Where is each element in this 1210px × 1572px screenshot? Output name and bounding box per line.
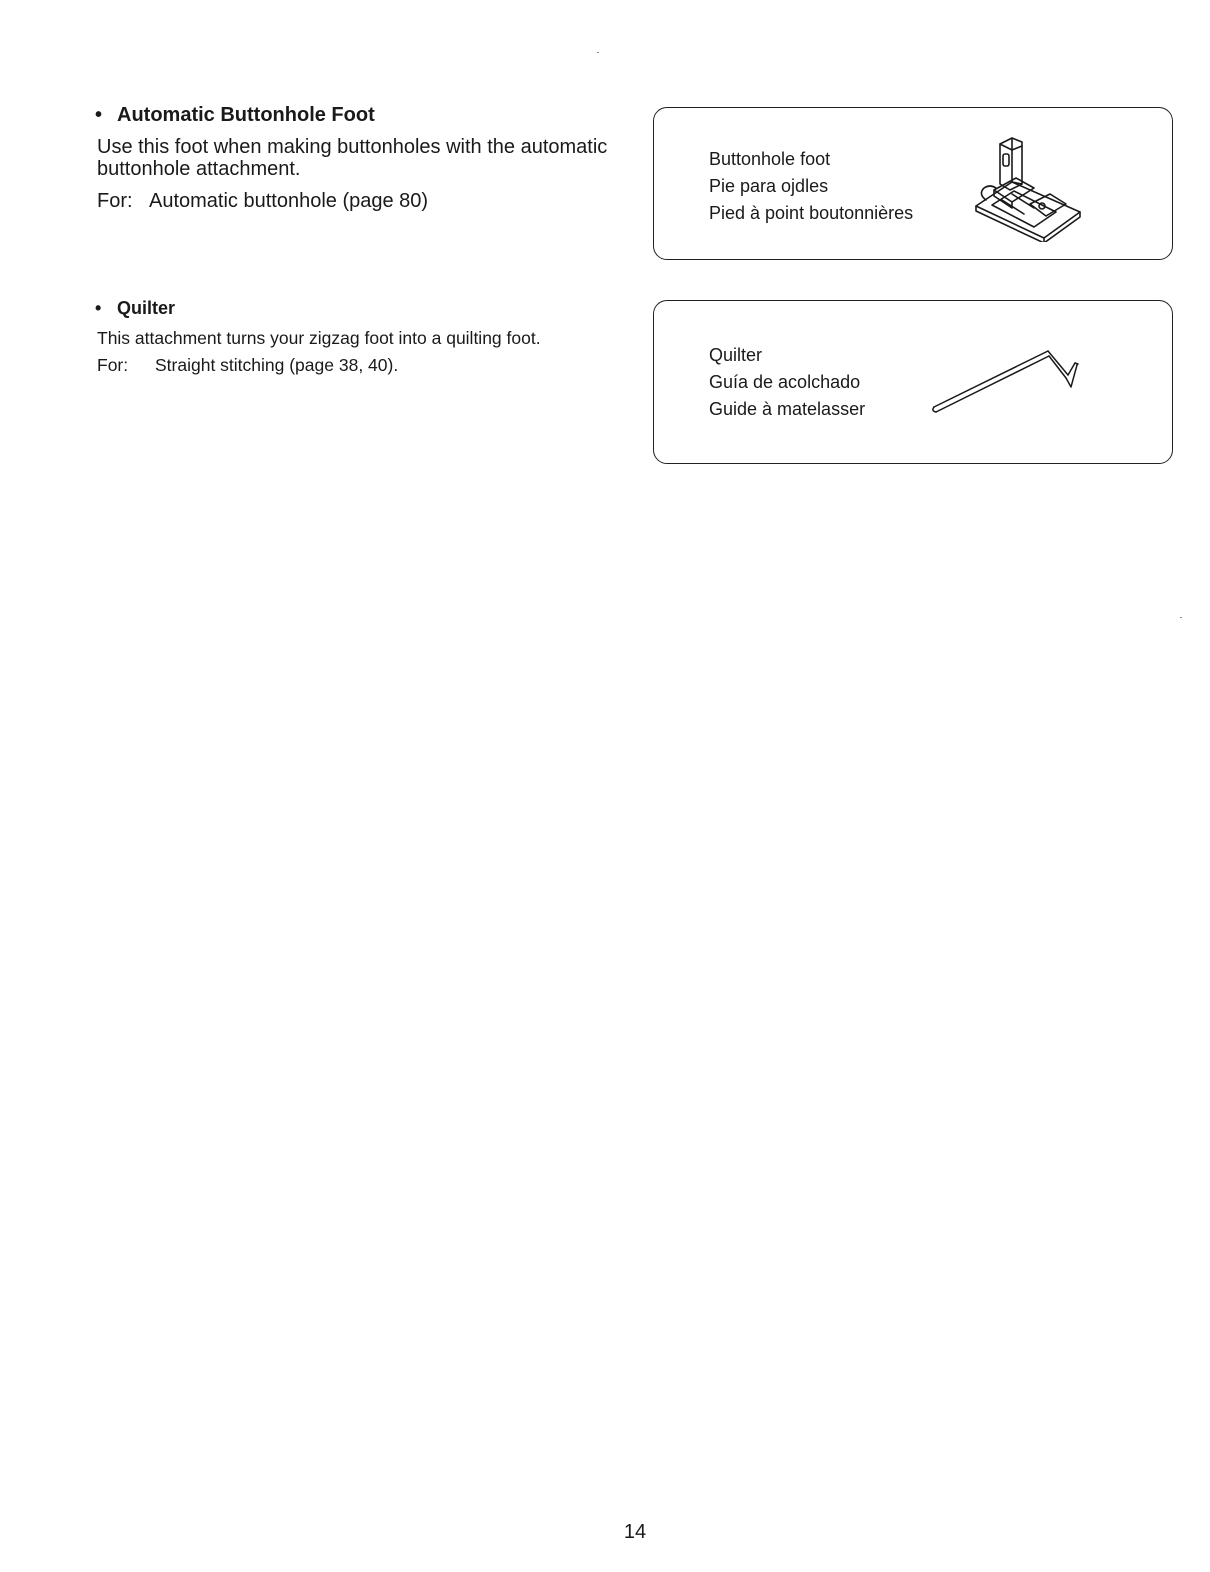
quilter-guide-icon — [930, 345, 1090, 417]
quilter-box — [653, 300, 1173, 464]
heading-text: Automatic Buttonhole Foot — [117, 104, 375, 126]
part-name-spanish: Guía de acolchado — [709, 372, 861, 392]
section-automatic-buttonhole-foot — [97, 102, 617, 212]
scan-speck — [597, 52, 599, 53]
part-name-english: Buttonhole foot — [709, 149, 831, 169]
part-name-english: Quilter — [709, 345, 763, 365]
heading-text: Quilter — [117, 298, 176, 318]
section-usage — [97, 354, 637, 376]
section-description: Use this foot when making buttonholes with the automatic buttonhole attachment. — [97, 136, 608, 180]
for-text: Straight stitching (page 38, 40). — [155, 355, 399, 375]
part-names — [709, 342, 865, 423]
section-usage — [97, 190, 617, 212]
part-name-french: Guide à matelasser — [709, 399, 866, 419]
bullet: • — [95, 298, 102, 318]
part-name-spanish: Pie para ojdles — [709, 176, 829, 196]
section-heading — [95, 297, 637, 319]
for-label: For: — [97, 190, 133, 212]
buttonhole-foot-box — [653, 107, 1173, 260]
scan-speck — [1180, 617, 1182, 618]
page-number: 14 — [623, 1521, 647, 1543]
for-label: For: — [97, 355, 129, 375]
section-description: This attachment turns your zigzag foot into a quilting foot. — [97, 328, 541, 348]
buttonhole-foot-icon — [972, 132, 1092, 242]
bullet: • — [95, 104, 103, 126]
section-heading — [95, 102, 617, 128]
part-name-french: Pied à point boutonnières — [709, 203, 914, 223]
section-quilter — [97, 297, 637, 376]
part-names — [709, 146, 913, 227]
for-text: Automatic buttonhole (page 80) — [149, 190, 429, 212]
